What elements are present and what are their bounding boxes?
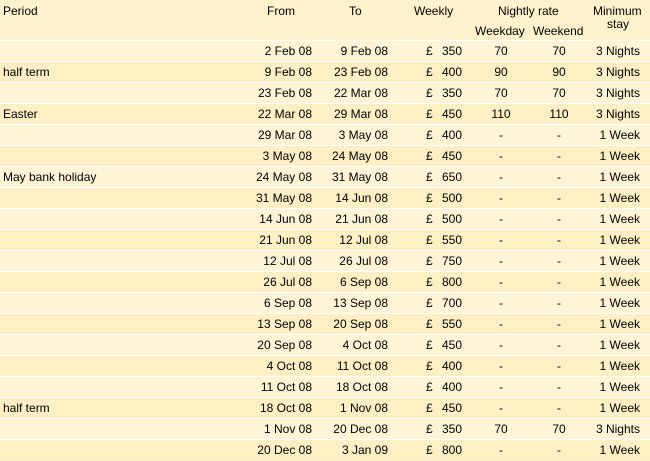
min-stay-cell: 3 Nights [595,44,640,58]
weekly-cell: 800 [441,443,462,457]
weekday-cell: - [499,401,503,415]
header-period: Period [3,4,38,18]
weekly-cell: 750 [441,254,462,268]
weekday-cell: - [499,443,503,457]
weekday-cell: 110 [491,107,511,121]
weekend-cell: 90 [552,65,566,79]
currency-symbol: £ [426,233,433,247]
weekday-cell: - [499,275,503,289]
min-stay-cell: 1 Week [599,317,640,331]
weekly-cell: 400 [441,380,462,394]
from-cell: 9 Feb 08 [264,65,312,79]
weekend-cell: - [557,359,561,373]
min-stay-cell: 1 Week [599,128,640,142]
from-cell: 6 Sep 08 [263,296,312,310]
to-cell: 26 Jul 08 [339,254,388,268]
to-cell: 13 Sep 08 [333,296,388,310]
weekend-cell: - [557,233,561,247]
to-cell: 3 May 08 [338,128,388,142]
currency-symbol: £ [426,149,433,163]
weekend-cell: - [557,275,561,289]
currency-symbol: £ [426,170,433,184]
weekly-cell: 450 [441,401,462,415]
table-row [0,103,650,124]
weekend-cell: - [557,401,561,415]
table-row [0,229,650,250]
weekday-cell: - [499,359,503,373]
weekday-cell: - [499,254,503,268]
weekday-cell: - [499,128,503,142]
table-row [0,355,650,376]
min-stay-cell: 1 Week [599,212,640,226]
table-row [0,376,650,397]
weekly-cell: 500 [441,212,462,226]
to-cell: 18 Oct 08 [335,380,388,394]
period-cell: Easter [3,107,38,121]
from-cell: 26 Jul 08 [263,275,312,289]
table-row [0,187,650,208]
to-cell: 22 Mar 08 [333,86,388,100]
to-cell: 12 Jul 08 [339,233,388,247]
to-cell: 6 Sep 08 [339,275,388,289]
table-row [0,124,650,145]
weekday-cell: - [499,338,503,352]
weekday-cell: - [499,149,503,163]
header-weekday: Weekday [475,24,525,38]
weekly-cell: 350 [441,86,462,100]
table-row [0,40,650,61]
weekly-cell: 400 [441,359,462,373]
currency-symbol: £ [426,212,433,226]
currency-symbol: £ [426,254,433,268]
weekend-cell: 110 [549,107,569,121]
weekend-cell: - [557,128,561,142]
table-row [0,418,650,439]
table-row [0,334,650,355]
to-cell: 14 Jun 08 [335,191,388,205]
currency-symbol: £ [426,422,433,436]
weekday-cell: - [499,170,503,184]
weekday-cell: - [499,296,503,310]
currency-symbol: £ [426,128,433,142]
weekly-cell: 550 [441,233,462,247]
min-stay-cell: 1 Week [599,149,640,163]
min-stay-cell: 3 Nights [595,422,640,436]
weekly-cell: 550 [441,317,462,331]
currency-symbol: £ [426,296,433,310]
table-row [0,292,650,313]
weekday-cell: 70 [494,86,508,100]
weekday-cell: - [499,212,503,226]
min-stay-cell: 1 Week [599,443,640,457]
weekly-cell: 800 [441,275,462,289]
weekly-cell: 350 [441,44,462,58]
table-row [0,82,650,103]
currency-symbol: £ [426,317,433,331]
weekend-cell: - [557,149,561,163]
min-stay-cell: 1 Week [599,401,640,415]
weekly-cell: 450 [441,107,462,121]
currency-symbol: £ [426,443,433,457]
from-cell: 31 May 08 [255,191,312,205]
weekday-cell: - [499,317,503,331]
table-row [0,397,650,418]
currency-symbol: £ [426,107,433,121]
from-cell: 18 Oct 08 [259,401,312,415]
to-cell: 20 Dec 08 [333,422,388,436]
min-stay-cell: 1 Week [599,254,640,268]
to-cell: 31 May 08 [331,170,388,184]
to-cell: 9 Feb 08 [340,44,388,58]
from-cell: 11 Oct 08 [260,380,312,394]
weekend-cell: 70 [552,422,566,436]
to-cell: 3 Jan 09 [341,443,388,457]
to-cell: 23 Feb 08 [333,65,388,79]
weekly-cell: 350 [441,422,462,436]
to-cell: 21 Jun 08 [335,212,388,226]
from-cell: 23 Feb 08 [257,86,312,100]
min-stay-cell: 1 Week [599,359,640,373]
table-row [0,439,650,460]
period-cell: half term [3,401,50,415]
table-row [0,61,650,82]
to-cell: 20 Sep 08 [333,317,388,331]
header-weekend: Weekend [533,24,584,38]
from-cell: 13 Sep 08 [257,317,312,331]
min-stay-cell: 1 Week [599,233,640,247]
currency-symbol: £ [426,359,433,373]
header-to: To [349,4,362,18]
table-row [0,166,650,187]
weekly-cell: 650 [441,170,462,184]
weekend-cell: - [557,191,561,205]
currency-symbol: £ [426,401,433,415]
period-cell: May bank holiday [3,170,97,184]
weekly-cell: 450 [441,149,462,163]
weekly-cell: 500 [441,191,462,205]
weekly-cell: 700 [441,296,462,310]
currency-symbol: £ [426,338,433,352]
to-cell: 24 May 08 [331,149,388,163]
header-nightly-rate: Nightly rate [498,4,559,18]
to-cell: 11 Oct 08 [336,359,388,373]
weekend-cell: - [557,254,561,268]
min-stay-cell: 1 Week [599,170,640,184]
from-cell: 3 May 08 [262,149,312,163]
currency-symbol: £ [426,44,433,58]
currency-symbol: £ [426,275,433,289]
from-cell: 21 Jun 08 [259,233,312,247]
table-row [0,271,650,292]
weekly-cell: 400 [441,65,462,79]
table-row [0,250,650,271]
weekend-cell: 70 [552,44,566,58]
currency-symbol: £ [426,191,433,205]
table-header [0,0,650,40]
min-stay-cell: 1 Week [599,380,640,394]
weekend-cell: - [557,338,561,352]
from-cell: 12 Jul 08 [263,254,312,268]
min-stay-cell: 3 Nights [595,107,640,121]
table-row [0,145,650,166]
min-stay-cell: 1 Week [599,275,640,289]
to-cell: 4 Oct 08 [342,338,388,352]
weekly-cell: 450 [441,338,462,352]
min-stay-cell: 1 Week [599,191,640,205]
header-from: From [267,4,295,18]
weekend-cell: - [557,317,561,331]
weekday-cell: 90 [494,65,508,79]
weekend-cell: - [557,443,561,457]
weekend-cell: - [557,380,561,394]
weekend-cell: 70 [552,86,566,100]
weekend-cell: - [557,212,561,226]
header-minimum: Minimum [593,4,642,18]
from-cell: 20 Dec 08 [257,443,312,457]
min-stay-cell: 3 Nights [595,86,640,100]
header-weekly: Weekly [414,4,454,18]
table-row [0,313,650,334]
from-cell: 29 Mar 08 [257,128,312,142]
period-cell: half term [3,65,50,79]
from-cell: 4 Oct 08 [266,359,312,373]
weekend-cell: - [557,296,561,310]
currency-symbol: £ [426,65,433,79]
from-cell: 24 May 08 [255,170,312,184]
min-stay-cell: 1 Week [599,296,640,310]
weekday-cell: 70 [494,44,508,58]
to-cell: 1 Nov 08 [339,401,388,415]
weekday-cell: - [499,233,503,247]
weekday-cell: - [499,380,503,394]
weekend-cell: - [557,170,561,184]
from-cell: 2 Feb 08 [264,44,312,58]
weekday-cell: - [499,191,503,205]
min-stay-cell: 3 Nights [595,65,640,79]
to-cell: 29 Mar 08 [333,107,388,121]
weekday-cell: 70 [494,422,508,436]
table-row [0,208,650,229]
from-cell: 1 Nov 08 [263,422,312,436]
weekly-cell: 400 [441,128,462,142]
from-cell: 14 Jun 08 [259,212,312,226]
currency-symbol: £ [426,86,433,100]
from-cell: 22 Mar 08 [257,107,312,121]
currency-symbol: £ [426,380,433,394]
header-stay: stay [607,17,630,31]
min-stay-cell: 1 Week [599,338,640,352]
from-cell: 20 Sep 08 [257,338,312,352]
